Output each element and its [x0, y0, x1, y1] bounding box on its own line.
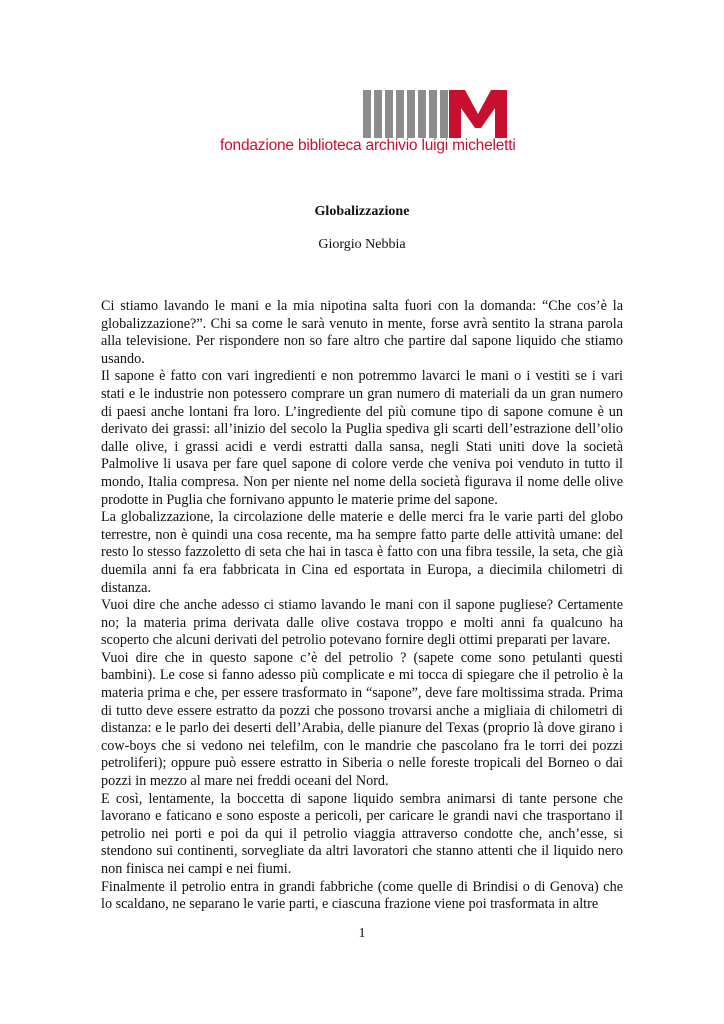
logo-m-letter — [449, 90, 507, 138]
page-number: 1 — [358, 926, 366, 941]
paragraph: Ci stiamo lavando le mani e la mia nipotina salta fuori con la domanda: “Che cos’è la globalizzazione?”. Chi sa come le sarà venuto in mente, forse avrà sentito la strana parola alla televisione. Per rispondere non so fare altro che partire dal sapone liquido che stiamo usando. — [101, 298, 623, 367]
paragraph: E così, lentamente, la boccetta di sapone liquido sembra animarsi di tante persone che lavorano e faticano e sono esposte a pericoli, per caricare le grandi navi che trasportano il petrolio nei porti e poi da qui il petrolio viaggia attraverso condotte che, anch’esse, si stendono sui continenti, sorvegliate da altri lavoratori che stanno attenti che il liquido nero non finisca nei campi e nei fiumi. — [101, 790, 623, 877]
foundation-logo — [220, 84, 516, 164]
paragraph: Vuoi dire che in questo sapone c’è del petrolio ? (sapete come sono petulanti questi bambini). Le cose si fanno adesso più complicate e mi tocca di spiegare che il petrolio è la materia prima e che, per essere trasformato in “sapone”, deve fare moltissima strada. Prima di tutto deve essere estratto da pozzi che possono trovarsi anche a migliaia di chilometri di distanza: e le parlo dei deserti dell’Arabia, delle pianure del Texas (proprio là dove girano i cow-boys che si vedono nei telefilm, con le mandrie che pascolano fra le torri dei pozzi petroliferi); oppure può essere estratto in Siberia o nelle foreste tropicali del Borneo o dai pozzi in mezzo al mare nei freddi oceani del Nord. — [101, 649, 623, 790]
paragraph: Finalmente il petrolio entra in grandi fabbriche (come quelle di Brindisi o di Genova) che lo scaldano, ne separano le varie parti, e ciascuna frazione viene poi trasformata in altre — [101, 878, 623, 913]
document-title: Globalizzazione — [314, 204, 410, 219]
paragraph: Vuoi dire che anche adesso ci stiamo lavando le mani con il sapone pugliese? Certamente no; la materia prima derivata dalle olive costava troppo e molti anni fa qualcuno ha scoperto che alcuni derivati del petrolio potevano fornire degli ottimi preparati per lavare. — [101, 597, 623, 649]
paragraph: Il sapone è fatto con vari ingredienti e non potremmo lavarci le mani o i vestiti se i vari stati e le industrie non potessero comprare un gran numero di materiali da un gran numero di paesi anche lontani fra loro. L’ingrediente del più comune tipo di sapone comune è un derivato dei grassi: all’inizio del secolo la Puglia spediva gli scarti dell’estrazione dell’olio dalle olive, i grassi acidi e verdi estratti dalla sansa, negli Stati uniti dove la società Palmolive li usava per fare quel sapone di colore verde che veniva poi venduto in tutto il mondo, Italia compresa. Non per niente nel nome della società figurava il nome delle olive prodotte in Puglia che fornivano appunto le materie prime del sapone. — [101, 368, 623, 508]
logo-org-name: fondazione biblioteca archivio luigi micheletti — [220, 137, 516, 154]
logo-mark — [363, 90, 508, 138]
logo-bars — [363, 90, 448, 138]
document-body — [101, 298, 623, 914]
document-author: Giorgio Nebbia — [318, 237, 406, 252]
paragraph: La globalizzazione, la circolazione delle materie e delle merci fra le varie parti del globo terrestre, non è quindi una cosa recente, ma ha sempre fatto parte delle attività umane: del resto lo stesso fazzoletto di seta che hai in tasca è fatto con una fibra tessile, la seta, che già duemila anni fa era fabbricata in Cina ed esportata in Europa, a diecimila chilometri di distanza. — [101, 509, 623, 596]
